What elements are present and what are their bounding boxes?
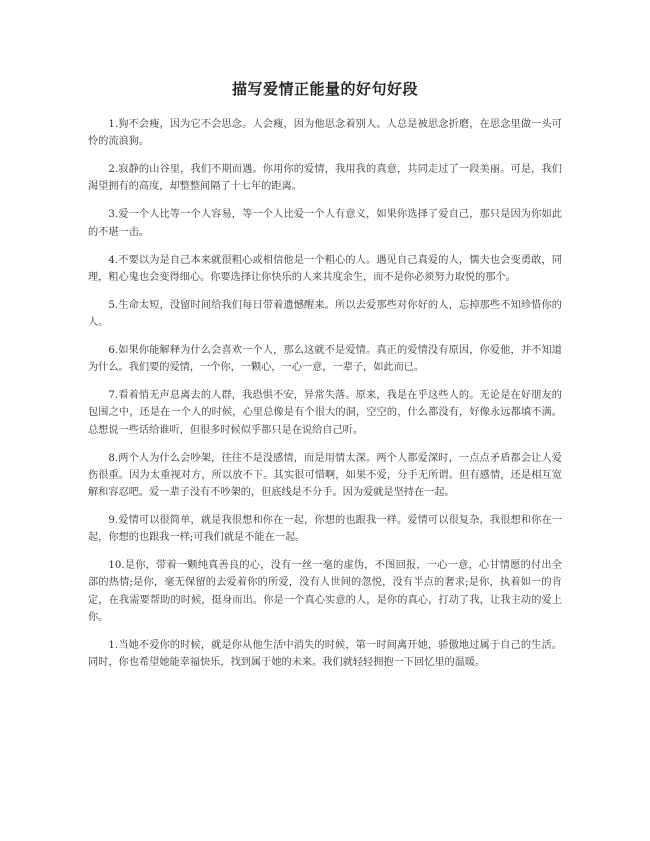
paragraph-1: 1.狗不会瘦，因为它不会思念。人会瘦，因为他思念着别人。人总是被思念折磨，在思念里做一头可怜的流浪狗。 xyxy=(88,119,562,148)
paragraph-10: 10.是你，带着一颗纯真善良的心，没有一丝一毫的虚伪，不图回报，一心一意，心甘情愿的付出全部的热情;是你，毫无保留的去爱着你的所爱，没有人世间的忽悦，没有半点的奢求;是你，执着如一的肯定，在我需要帮助的时候，挺身而出。你是一个真心实意的人，是你的真心，打动了我，让我主动的爱上你。 xyxy=(88,560,562,623)
paragraph-2: 2.寂静的山谷里，我们不期而遇。你用你的爱情，我用我的真意，共同走过了一段美丽。可是，我们渴望拥有的高度，却整整间隔了十七年的距离。 xyxy=(88,164,562,193)
paragraph-7: 7.看着悄无声息离去的人群，我恐惧不安，异常失落。原来，我是在乎这些人的。无论是在好朋友的包围之中，还是在一个人的时候，心里总像是有个很大的洞，空空的，什么都没有，好像永远都填不满。总想说一些话给谁听，但很多时候似乎都只是在说给自己听。 xyxy=(88,390,562,436)
paragraph-3: 3.爱一个人比等一个人容易，等一个人比爱一个人有意义，如果你选择了爱自己，那只是因为你如此的不堪一击。 xyxy=(88,209,562,238)
paragraph-9: 9.爱情可以很简单，就是我很想和你在一起，你想的也跟我一样。爱情可以很复杂，我很想和你在一起，你想的也跟我一样;可我们就是不能在一起。 xyxy=(88,515,562,544)
document-title: 描写爱情正能量的好句好段 xyxy=(231,80,418,98)
paragraph-6: 6.如果你能解释为什么会喜欢一个人，那么这就不是爱情。真正的爱情没有原因，你爱他，并不知道为什么。我们要的爱情，一个你，一颗心，一心一意，一辈子，如此而已。 xyxy=(88,345,562,374)
paragraph-5: 5.生命太短，没留时间给我们每日带着遗憾醒来。所以去爱那些对你好的人，忘掉那些不知珍惜你的人。 xyxy=(88,299,562,329)
paragraph-4: 4.不要以为是自己本来就很粗心或相信他是一个粗心的人。遇见自己真爱的人，懦夫也会变勇敢，同理，粗心鬼也会变得细心。你要选择让你快乐的人来共度余生，而不是你必须努力取悦的那个。 xyxy=(88,254,562,283)
paragraph-11: 1.当她不爱你的时候，就是你从他生活中消失的时候，第一时间离开她，骄傲地过属于自己的生活。同时，你也希望她能幸福快乐，找到属于她的未来。我们就轻轻拥抱一下回忆里的温暖。 xyxy=(88,639,562,669)
paragraph-8: 8.两个人为什么会吵架，往往不是没感情，而是用情太深。两个人都爱深时，一点点矛盾都会让人爱伤很重。因为太重视对方，所以放不下。其实很可惜啊，如果不爱，分手无所谓。但有感情，还是相互宽解和容忍吧。爱一辈子没有不吵架的，但底线是不分手。因为爱就是坚持在一起。 xyxy=(88,452,562,499)
